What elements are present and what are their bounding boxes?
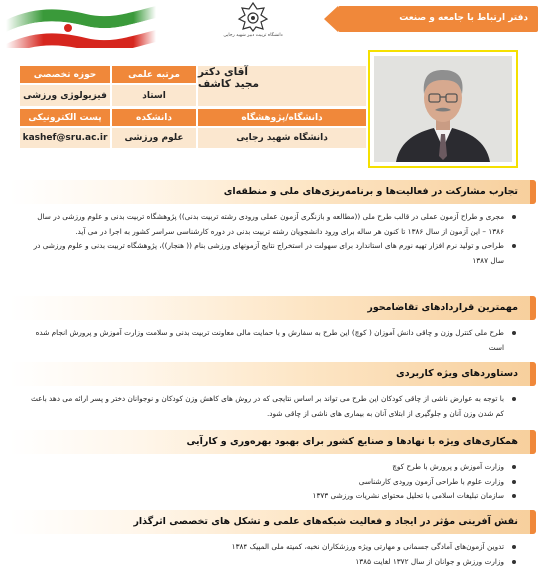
person-title: آقای دکتر [198,66,249,78]
email-header: پست الکترونیکی [20,109,110,126]
list-item: سازمان تبلیغات اسلامی با تحلیل محتوای نشریات ورزشی ۱۳۷۳ [30,489,516,504]
section-title: همکاری‌های ویژه با نهادها و صنایع کشور برای بهبود بهره‌وری و کارآیی [10,430,536,454]
section-title: تجارب مشارکت در فعالیت‌ها و برنامه‌ریزی‌های ملی و منطقه‌ای [10,180,536,204]
profile-info-table [20,66,366,148]
section-title: نقش آفرینی مؤثر در ایجاد و فعالیت شبکه‌های علمی و تشکل های تخصصی اثرگذار [10,510,536,534]
list-item: با توجه به عوارض ناشی از چاقی کودکان این طرح می تواند بر اساس نتایجی که در روش های کاهش وزن کودکان و نوجوانان دختر و پسر ارائه می دهد باعث کم شدن وزن آنان و جلوگیری از ابتلای آنان به بیماری های ناشی از چاقی شود. [30,392,516,421]
office-label: دفتر ارتباط با جامعه و صنعت [338,6,538,32]
email-value[interactable]: kashef@sru.ac.ir [20,128,110,148]
section-achievements [10,362,536,421]
university-emblem-icon [236,2,270,32]
university-value: دانشگاه شهید رجایی [198,128,366,148]
list-item: وزارت علوم با طراحی آزمون ورودی کارشناسی [30,475,516,490]
section-list [10,454,536,504]
section-list [10,534,536,569]
section-contracts [10,296,536,355]
list-item: مجری و طراح آزمون عملی در قالب طرح ملی ((مطالعه و بازنگری آزمون عملی ورودی رشته تربیت بدنی)) پژوهشگاه تربیت بدنی و علوم ورزشی در سال ۱۳۸۶ – این آزمون از سال ۱۳۸۶ تا کنون هر ساله برای ورود دانشجویان رشته تربیت بدنی در دوره کارشناسی سراسر کشور به اجرا در می آید. [30,210,516,239]
list-item: تدوین آزمون‌های آمادگی جسمانی و مهارتی ویژه ورزشکاران نخبه، کمیته ملی المپیک ۱۳۸۴ [30,540,516,555]
list-item: طرح ملی کنترل وزن و چاقی دانش آموزان ( کوچ) این طرح به سفارش و با حمایت مالی معاونت تربیت بدنی و سلامت وزارت آموزش و پرورش انجام شده است [30,326,516,355]
list-item: طراحی و تولید نرم افزار تهیه نورم های استاندارد برای سهولت در استخراج نتایج آزمونهای ورزشی بنام (( هنجار))، پژوهشگاه تربیت بدنی و علوم ورزشی در سال ۱۳۸۷ [30,239,516,268]
person-name: مجید کاشف [198,78,259,90]
faculty-value: علوم ورزشی [112,128,196,148]
list-item: وزارت ورزش و جوانان از سال ۱۳۷۲ لغایت ۱۳۸۵ [30,555,516,570]
page-header [0,0,546,52]
section-list [10,204,536,268]
profile-photo [374,56,512,162]
section-list [10,386,536,421]
section-participation [10,180,536,268]
section-list [10,320,536,355]
rank-value: استاد [112,85,196,106]
list-item: وزارت آموزش و پرورش با طرح کوچ [30,460,516,475]
university-header: دانشگاه/پژوهشگاه [198,109,366,126]
faculty-header: دانشکده [112,109,196,126]
section-title: مهمترین قراردادهای تقاضامحور [10,296,536,320]
rank-header: مرتبه علمی [112,66,196,83]
profile-photo-frame [368,50,518,168]
name-cell [198,66,366,106]
iran-flag-icon [6,4,156,48]
section-networks [10,510,536,569]
field-header: حوزه تخصصی [20,66,110,83]
field-value: فیزیولوژی ورزشی [20,85,110,106]
emblem-caption: دانشگاه تربیت دبیر شهید رجایی [223,33,283,38]
section-collaborations [10,430,536,504]
section-title: دستاوردهای ویژه کاربردی [10,362,536,386]
